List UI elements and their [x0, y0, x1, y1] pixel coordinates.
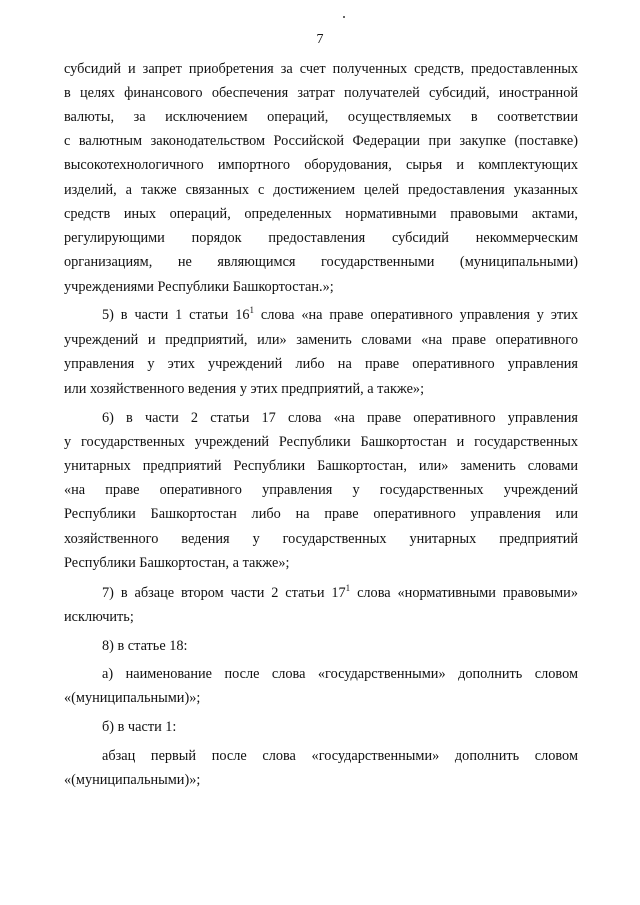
scan-speck [343, 16, 345, 18]
superscript: 1 [249, 305, 255, 315]
text-line: с валютным законодательством Российской Федерации при закупке (поставке) [64, 133, 578, 149]
text-line-paragraph: абзац первый после слова «государственными» дополнить словом [102, 748, 578, 764]
text-line: исключить; [64, 609, 134, 625]
text-line: Республики Башкортостан, а также»; [64, 555, 290, 571]
text-line-item-8a: а) наименование после слова «государственными» дополнить словом [102, 666, 578, 682]
text-line-item-5 [102, 306, 578, 324]
text-line: «(муниципальными)»; [64, 772, 201, 788]
text-line: высокотехнологичного импортного оборудования, сырья и комплектующих [64, 157, 578, 173]
text-line-item-6: 6) в части 2 статьи 17 слова «на праве оперативного управления [102, 410, 578, 426]
text-line: регулирующими порядок предоставления субсидий некоммерческим [64, 230, 578, 246]
text-line: субсидий и запрет приобретения за счет полученных средств, предоставленных [64, 61, 578, 77]
text-line: изделий, а также связанных с достижением целей предоставления указанных [64, 182, 578, 198]
text-line: учреждениями Республики Башкортостан.»; [64, 279, 334, 295]
text-line: унитарных предприятий Республики Башкортостан, или» заменить словами [64, 458, 578, 474]
page-number: 7 [316, 32, 324, 47]
text-segment: 7) в абзаце втором части 2 статьи 17 [102, 585, 346, 601]
text-segment: слова «на праве оперативного управления у этих [254, 307, 579, 323]
text-line: хозяйственного ведения у государственных унитарных предприятий [64, 531, 578, 547]
text-line: Республики Башкортостан либо на праве оперативного управления или [64, 506, 578, 522]
superscript: 1 [345, 583, 351, 593]
text-line: учреждений и предприятий, или» заменить словами «на праве оперативного [64, 332, 578, 348]
text-line-item-8: 8) в статье 18: [102, 638, 188, 654]
text-line: валюты, за исключением операций, осуществляемых в соответствии [64, 109, 578, 125]
text-line-item-8b: б) в части 1: [102, 719, 177, 735]
text-line: или хозяйственного ведения у этих предприятий, а также»; [64, 381, 425, 397]
text-line: в целях финансового обеспечения затрат получателей субсидий, иностранной [64, 85, 578, 101]
text-segment: 5) в части 1 статьи 16 [102, 307, 250, 323]
text-line: организациям, не являющимся государственными (муниципальными) [64, 254, 578, 270]
text-line: «на праве оперативного управления у государственных учреждений [64, 482, 578, 498]
text-segment: слова «нормативными правовыми» [350, 585, 578, 601]
text-line-item-7 [102, 584, 578, 602]
text-line: средств иных операций, определенных нормативными правовыми актами, [64, 206, 578, 222]
text-line: управления у этих учреждений либо на праве оперативного управления [64, 356, 578, 372]
text-line: у государственных учреждений Республики Башкортостан и государственных [64, 434, 578, 450]
text-line: «(муниципальными)»; [64, 690, 201, 706]
